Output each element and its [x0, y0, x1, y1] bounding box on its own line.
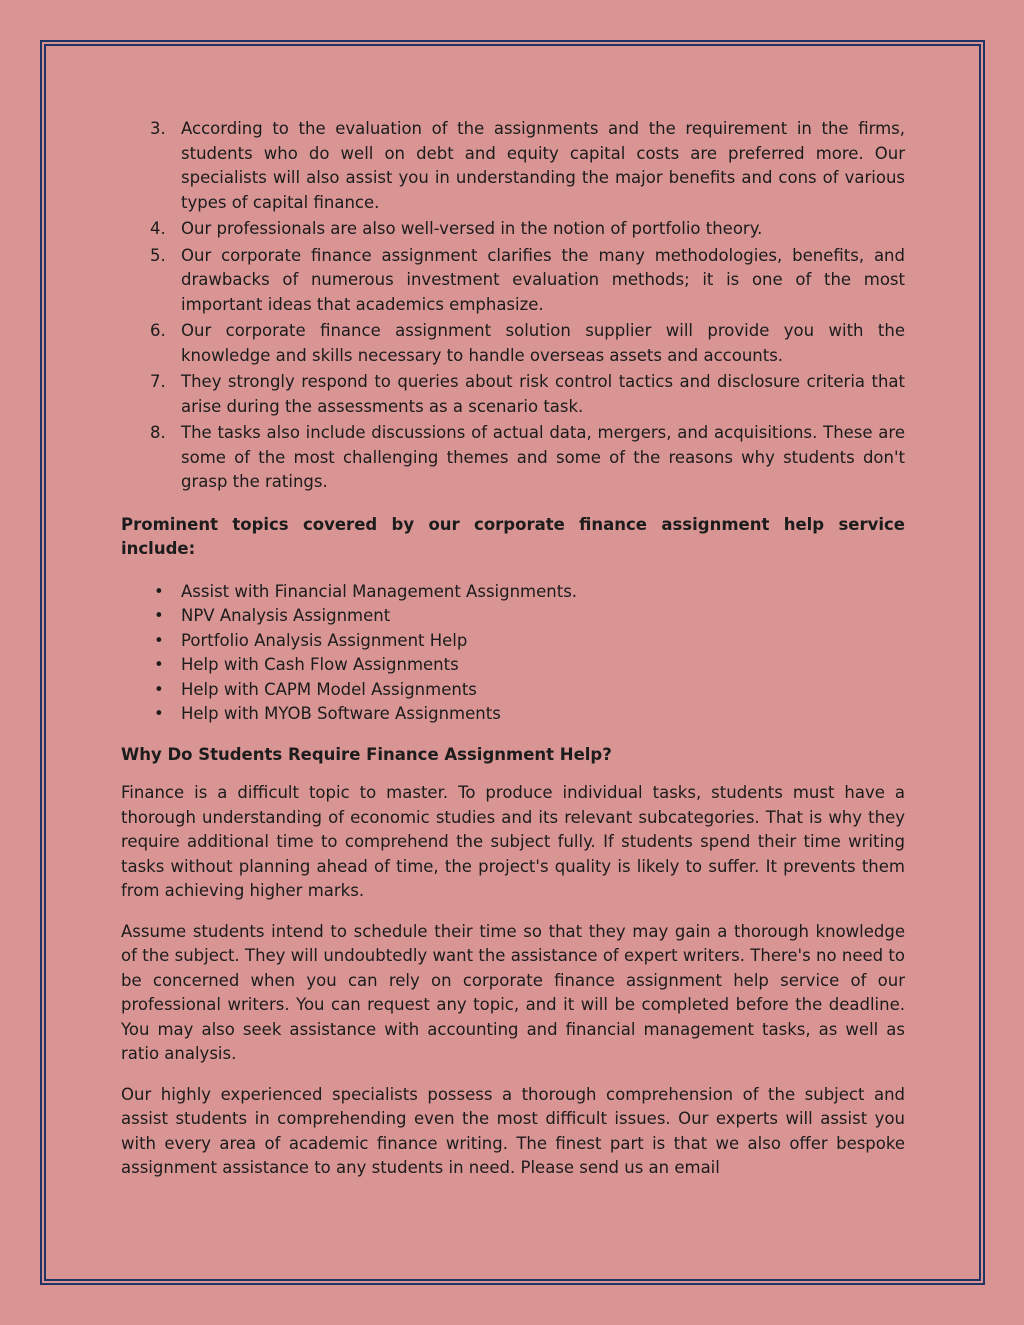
topic-text: Assist with Financial Management Assignments. [181, 581, 578, 601]
list-number: 4. [150, 219, 166, 238]
list-number: 7. [150, 372, 166, 391]
list-number: 3. [150, 119, 166, 138]
paragraph: Finance is a difficult topic to master. To produce individual tasks, students must have a thorough understanding of economic studies and its relevant subcategories. That is why they require additional time to comprehend the subject fully. If students spend their time writing tasks without planning ahead of time, the project's quality is likely to suffer. It prevents them from achieving higher marks. [121, 783, 905, 900]
list-item [121, 370, 905, 419]
list-number: 6. [150, 321, 166, 340]
list-item [121, 244, 905, 318]
list-item [121, 580, 905, 605]
list-item [121, 421, 905, 495]
bullet-icon: • [154, 581, 164, 601]
topic-text: NPV Analysis Assignment [181, 606, 391, 625]
list-item [121, 678, 905, 703]
topic-text: Portfolio Analysis Assignment Help [181, 630, 468, 650]
list-item [121, 604, 905, 629]
list-item [121, 217, 905, 242]
list-item-text: Our corporate finance assignment solution supplier will provide you with the knowledge and skills necessary to handle overseas assets and accounts. [181, 321, 905, 365]
bullet-icon: • [154, 704, 164, 723]
bullet-icon: • [154, 655, 164, 674]
bullet-icon: • [154, 630, 164, 650]
list-item-text: Our professionals are also well-versed in the notion of portfolio theory. [181, 219, 763, 238]
topics-list [121, 580, 905, 727]
list-item [121, 117, 905, 215]
topic-text: Help with Cash Flow Assignments [181, 655, 459, 674]
topics-heading: Prominent topics covered by our corporate finance assignment help service include: [121, 514, 905, 558]
paragraph: Our highly experienced specialists possess a thorough comprehension of the subject and assist students in comprehending even the most difficult issues. Our experts will assist you with every area of academic finance writing. The finest part is that we also offer bespoke assignment assistance to any students in need. Please send us an email [121, 1084, 905, 1177]
list-item [121, 319, 905, 368]
list-number: 5. [150, 245, 166, 265]
topic-text: Help with MYOB Software Assignments [181, 704, 501, 723]
list-item-text: The tasks also include discussions of actual data, mergers, and acquisitions. These are some of the most challenging themes and some of the reasons why students don't grasp the ratings. [181, 423, 905, 491]
numbered-list [121, 117, 905, 495]
list-item-text: Our corporate finance assignment clarifies the many methodologies, benefits, and drawbacks of numerous investment evaluation methods; it is one of the most important ideas that academics emphasize. [181, 245, 905, 314]
list-item [121, 629, 905, 654]
why-heading: Why Do Students Require Finance Assignment Help? [121, 744, 612, 764]
paragraph: Assume students intend to schedule their time so that they may gain a thorough knowledge of the subject. They will undoubtedly want the assistance of expert writers. There's no need to be concerned when you can rely on corporate finance assignment help service of our professional writers. You can request any topic, and it will be completed before the deadline. You may also seek assistance with accounting and financial management tasks, as well as ratio analysis. [121, 921, 905, 1063]
document-content [121, 117, 905, 1197]
topic-text: Help with CAPM Model Assignments [181, 679, 477, 699]
bullet-icon: • [154, 679, 164, 699]
list-item-text: They strongly respond to queries about risk control tactics and disclosure criteria that arise during the assessments as a scenario task. [181, 372, 905, 416]
list-item [121, 702, 905, 727]
list-item-text: According to the evaluation of the assignments and the requirement in the firms, students who do well on debt and equity capital costs are preferred more. Our specialists will also assist you in understanding the major benefits and cons of various types of capital finance. [181, 119, 905, 212]
list-number: 8. [150, 423, 166, 442]
bullet-icon: • [154, 606, 164, 625]
list-item [121, 653, 905, 678]
